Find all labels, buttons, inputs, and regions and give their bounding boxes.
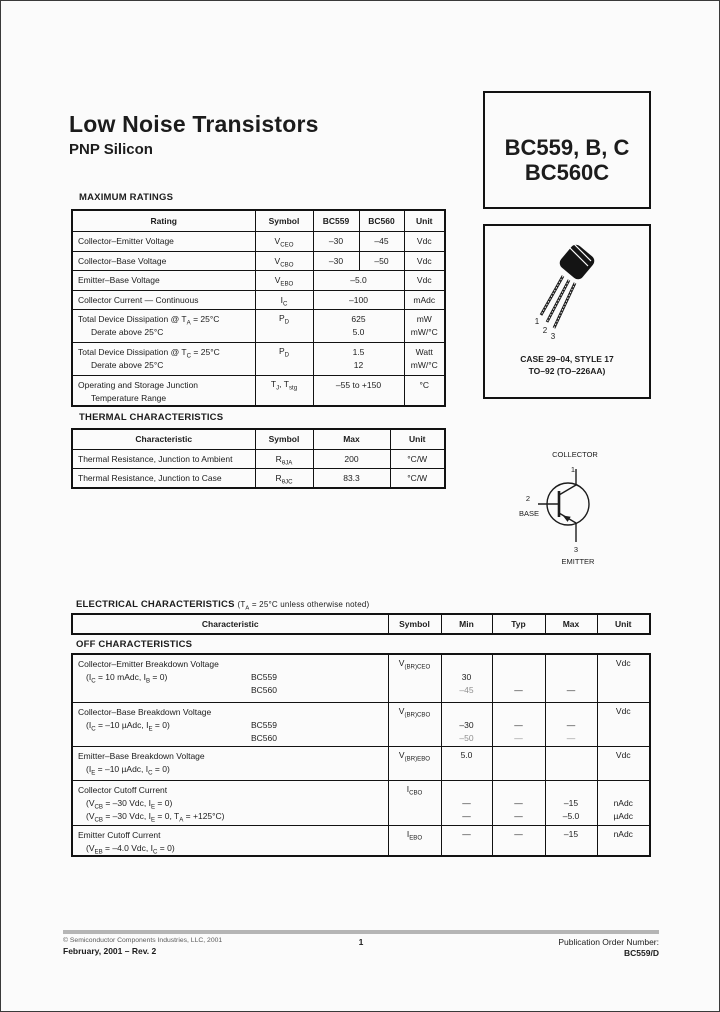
page-subtitle: PNP Silicon xyxy=(69,141,153,158)
unit-cell: °C/W xyxy=(390,468,445,488)
characteristic-col-header: Characteristic xyxy=(72,429,255,449)
package-case-box xyxy=(483,224,651,399)
header-row xyxy=(72,614,650,634)
part-number-line1: BC559, B, C xyxy=(504,135,630,160)
symbol-cell: $V_{(BR)CBO}$ xyxy=(388,702,441,746)
bc559-cell: –30 xyxy=(313,251,359,270)
min-cell: — — xyxy=(441,780,492,825)
table-row xyxy=(72,342,445,375)
symbol-pin2-label: 2 xyxy=(525,494,531,503)
package-pin1-label: 1 xyxy=(534,317,540,326)
unit-cell: °C/W xyxy=(390,449,445,468)
table-row xyxy=(72,309,445,342)
pnp-arrow xyxy=(563,516,571,522)
table-row xyxy=(72,251,445,270)
electrical-header-table xyxy=(71,613,651,635)
characteristic-cell: Thermal Resistance, Junction to Ambient xyxy=(72,449,255,468)
min-cell: 30 –45 xyxy=(441,654,492,702)
typ-cell xyxy=(492,746,545,780)
symbol-cell: $I_{EBO}$ xyxy=(388,825,441,856)
rating-cell: Total Device Dissipation @ $T_A = 25^\circ C$ Derate above 25°C xyxy=(72,309,255,342)
bc560-col-header: BC560 xyxy=(359,210,404,231)
symbol-col-header: Symbol xyxy=(255,210,313,231)
typ-cell: — xyxy=(492,654,545,702)
electrical-heading-text: ELECTRICAL CHARACTERISTICS xyxy=(76,599,235,610)
part-number-line2: BC560C xyxy=(524,160,610,185)
package-body xyxy=(557,242,596,281)
max-cell: — xyxy=(545,654,597,702)
typ-cell: — — xyxy=(492,780,545,825)
electrical-heading-note: ($T_A = 25^\circ C$ unless otherwise noted) xyxy=(237,600,370,612)
typ-cell: — xyxy=(492,825,545,856)
to92-package-drawing xyxy=(485,226,651,352)
min-col-header: Min xyxy=(441,614,492,634)
max-cell: — — xyxy=(545,702,597,746)
unit-cell: mAdc xyxy=(404,290,445,309)
value-cell: –100 xyxy=(313,290,404,309)
max-col-header: Max xyxy=(313,429,390,449)
pnp-transistor-symbol xyxy=(491,444,651,570)
header-row xyxy=(72,429,445,449)
package-pin3-label: 3 xyxy=(550,332,556,341)
off-characteristics-table xyxy=(71,653,651,857)
package-leads xyxy=(541,276,575,328)
rating-cell: Collector–Emitter Voltage xyxy=(72,231,255,251)
table-row xyxy=(72,231,445,251)
bc559-cell: –30 xyxy=(313,231,359,251)
symbol-cell: $V_{EBO}$ xyxy=(255,270,313,290)
characteristic-col-header: Characteristic xyxy=(72,614,388,634)
max-cell: 83.3 xyxy=(313,468,390,488)
device-label: BC560 xyxy=(251,732,277,743)
device-label: BC559 xyxy=(251,672,277,682)
table-row xyxy=(72,468,445,488)
off-characteristics-heading: OFF CHARACTERISTICS xyxy=(76,639,193,650)
symbol-cell: $P_D$ xyxy=(255,309,313,342)
symbol-cell: $V_{CEO}$ xyxy=(255,231,313,251)
table-row xyxy=(72,746,650,780)
footer-divider xyxy=(63,930,659,934)
table-row xyxy=(72,825,650,856)
bc559-col-header: BC559 xyxy=(313,210,359,231)
emitter-label: EMITTER xyxy=(561,557,595,566)
characteristic-cell: Collector Cutoff Current ($V_{CB} = -30$ Vdc, $I_E = 0$) ($V_{CB} = -30$ Vdc, $I_E = 0$, $T_A = +125^\circ C$) xyxy=(72,780,388,825)
max-cell: –15 xyxy=(545,825,597,856)
value-cell: 625 5.0 xyxy=(313,309,404,342)
min-cell: –30 –50 xyxy=(441,702,492,746)
symbol-col-header: Symbol xyxy=(388,614,441,634)
max-cell xyxy=(545,746,597,780)
header-row xyxy=(72,210,445,231)
symbol-cell: $P_D$ xyxy=(255,342,313,375)
bc560-cell: –45 xyxy=(359,231,404,251)
max-col-header: Max xyxy=(545,614,597,634)
symbol-cell: $T_J$, $T_{stg}$ xyxy=(255,375,313,406)
rating-cell: Collector–Base Voltage xyxy=(72,251,255,270)
unit-cell: nAdc xyxy=(597,825,650,856)
table-row xyxy=(72,449,445,468)
unit-col-header: Unit xyxy=(390,429,445,449)
unit-cell: Vdc xyxy=(597,654,650,702)
publication-order-number: BC559/D xyxy=(624,948,659,958)
symbol-pin1-label: 1 xyxy=(570,465,576,474)
unit-cell: Vdc xyxy=(404,231,445,251)
publication-order-label: Publication Order Number: xyxy=(558,937,659,947)
unit-cell: Vdc xyxy=(404,270,445,290)
table-row xyxy=(72,702,650,746)
case-caption-line2: TO–92 (TO–226AA) xyxy=(528,366,606,376)
table-row xyxy=(72,290,445,309)
unit-cell: Watt mW/°C xyxy=(404,342,445,375)
part-number-box xyxy=(483,91,651,209)
table-row xyxy=(72,654,650,702)
revision-date: February, 2001 – Rev. 2 xyxy=(63,946,157,956)
case-caption-line1: CASE 29–04, STYLE 17 xyxy=(520,354,614,364)
table-row xyxy=(72,780,650,825)
min-cell: — xyxy=(441,825,492,856)
page-title: Low Noise Transistors xyxy=(69,111,319,137)
symbol-cell: $I_{CBO}$ xyxy=(388,780,441,825)
thermal-heading: THERMAL CHARACTERISTICS xyxy=(79,412,224,423)
symbol-cell: $V_{(BR)CEO}$ xyxy=(388,654,441,702)
base-label: BASE xyxy=(518,509,540,518)
table-row xyxy=(72,270,445,290)
unit-cell: °C xyxy=(404,375,445,406)
value-cell: 1.5 12 xyxy=(313,342,404,375)
symbol-cell: $R_{\theta JA}$ xyxy=(255,449,313,468)
characteristic-cell: Emitter–Base Breakdown Voltage ($I_E = -10$ µAdc, $I_C = 0$) xyxy=(72,746,388,780)
symbol-col-header: Symbol xyxy=(255,429,313,449)
typ-col-header: Typ xyxy=(492,614,545,634)
rating-cell: Total Device Dissipation @ $T_C = 25^\circ C$ Derate above 25°C xyxy=(72,342,255,375)
thermal-characteristics-table xyxy=(71,428,446,489)
characteristic-cell: Collector–Emitter Breakdown Voltage ($I_C = 10$ mAdc, $I_B = 0$) BC559 BC560 xyxy=(72,654,388,702)
collector-diagonal xyxy=(559,485,576,495)
value-cell: –5.0 xyxy=(313,270,404,290)
copyright-text: © Semiconductor Components Industries, LLC, 2001 xyxy=(63,937,223,944)
max-cell: 200 xyxy=(313,449,390,468)
electrical-heading xyxy=(76,599,369,610)
rating-col-header: Rating xyxy=(72,210,255,231)
unit-cell: Vdc xyxy=(404,251,445,270)
bc560-cell: –50 xyxy=(359,251,404,270)
value-cell: –55 to +150 xyxy=(313,375,404,406)
characteristic-cell: Thermal Resistance, Junction to Case xyxy=(72,468,255,488)
device-label: BC559 xyxy=(251,719,277,730)
max-ratings-heading: MAXIMUM RATINGS xyxy=(79,192,174,203)
rating-cell: Collector Current — Continuous xyxy=(72,290,255,309)
package-pin2-label: 2 xyxy=(542,326,548,335)
title-block xyxy=(69,111,319,158)
symbol-cell: $R_{\theta JC}$ xyxy=(255,468,313,488)
characteristic-cell: Emitter Cutoff Current ($V_{EB} = -4.0$ Vdc, $I_C = 0$) xyxy=(72,825,388,856)
unit-col-header: Unit xyxy=(404,210,445,231)
max-cell: –15 –5.0 xyxy=(545,780,597,825)
typ-cell: — — xyxy=(492,702,545,746)
unit-col-header: Unit xyxy=(597,614,650,634)
unit-cell: mW mW/°C xyxy=(404,309,445,342)
device-label: BC560 xyxy=(251,685,277,695)
maximum-ratings-table xyxy=(71,209,446,407)
rating-cell: Operating and Storage Junction Temperature Range xyxy=(72,375,255,406)
rating-cell: Emitter–Base Voltage xyxy=(72,270,255,290)
symbol-cell: $I_C$ xyxy=(255,290,313,309)
collector-label: COLLECTOR xyxy=(552,450,598,459)
page-number: 1 xyxy=(358,937,364,947)
symbol-cell: $V_{CBO}$ xyxy=(255,251,313,270)
unit-cell: Vdc xyxy=(597,746,650,780)
min-cell: 5.0 xyxy=(441,746,492,780)
table-row xyxy=(72,375,445,406)
symbol-pin3-label: 3 xyxy=(573,545,579,554)
unit-cell: nAdc µAdc xyxy=(597,780,650,825)
unit-cell: Vdc xyxy=(597,702,650,746)
characteristic-cell: Collector–Base Breakdown Voltage ($I_C = -10$ µAdc, $I_E = 0$) BC559 BC560 xyxy=(72,702,388,746)
symbol-cell: $V_{(BR)EBO}$ xyxy=(388,746,441,780)
